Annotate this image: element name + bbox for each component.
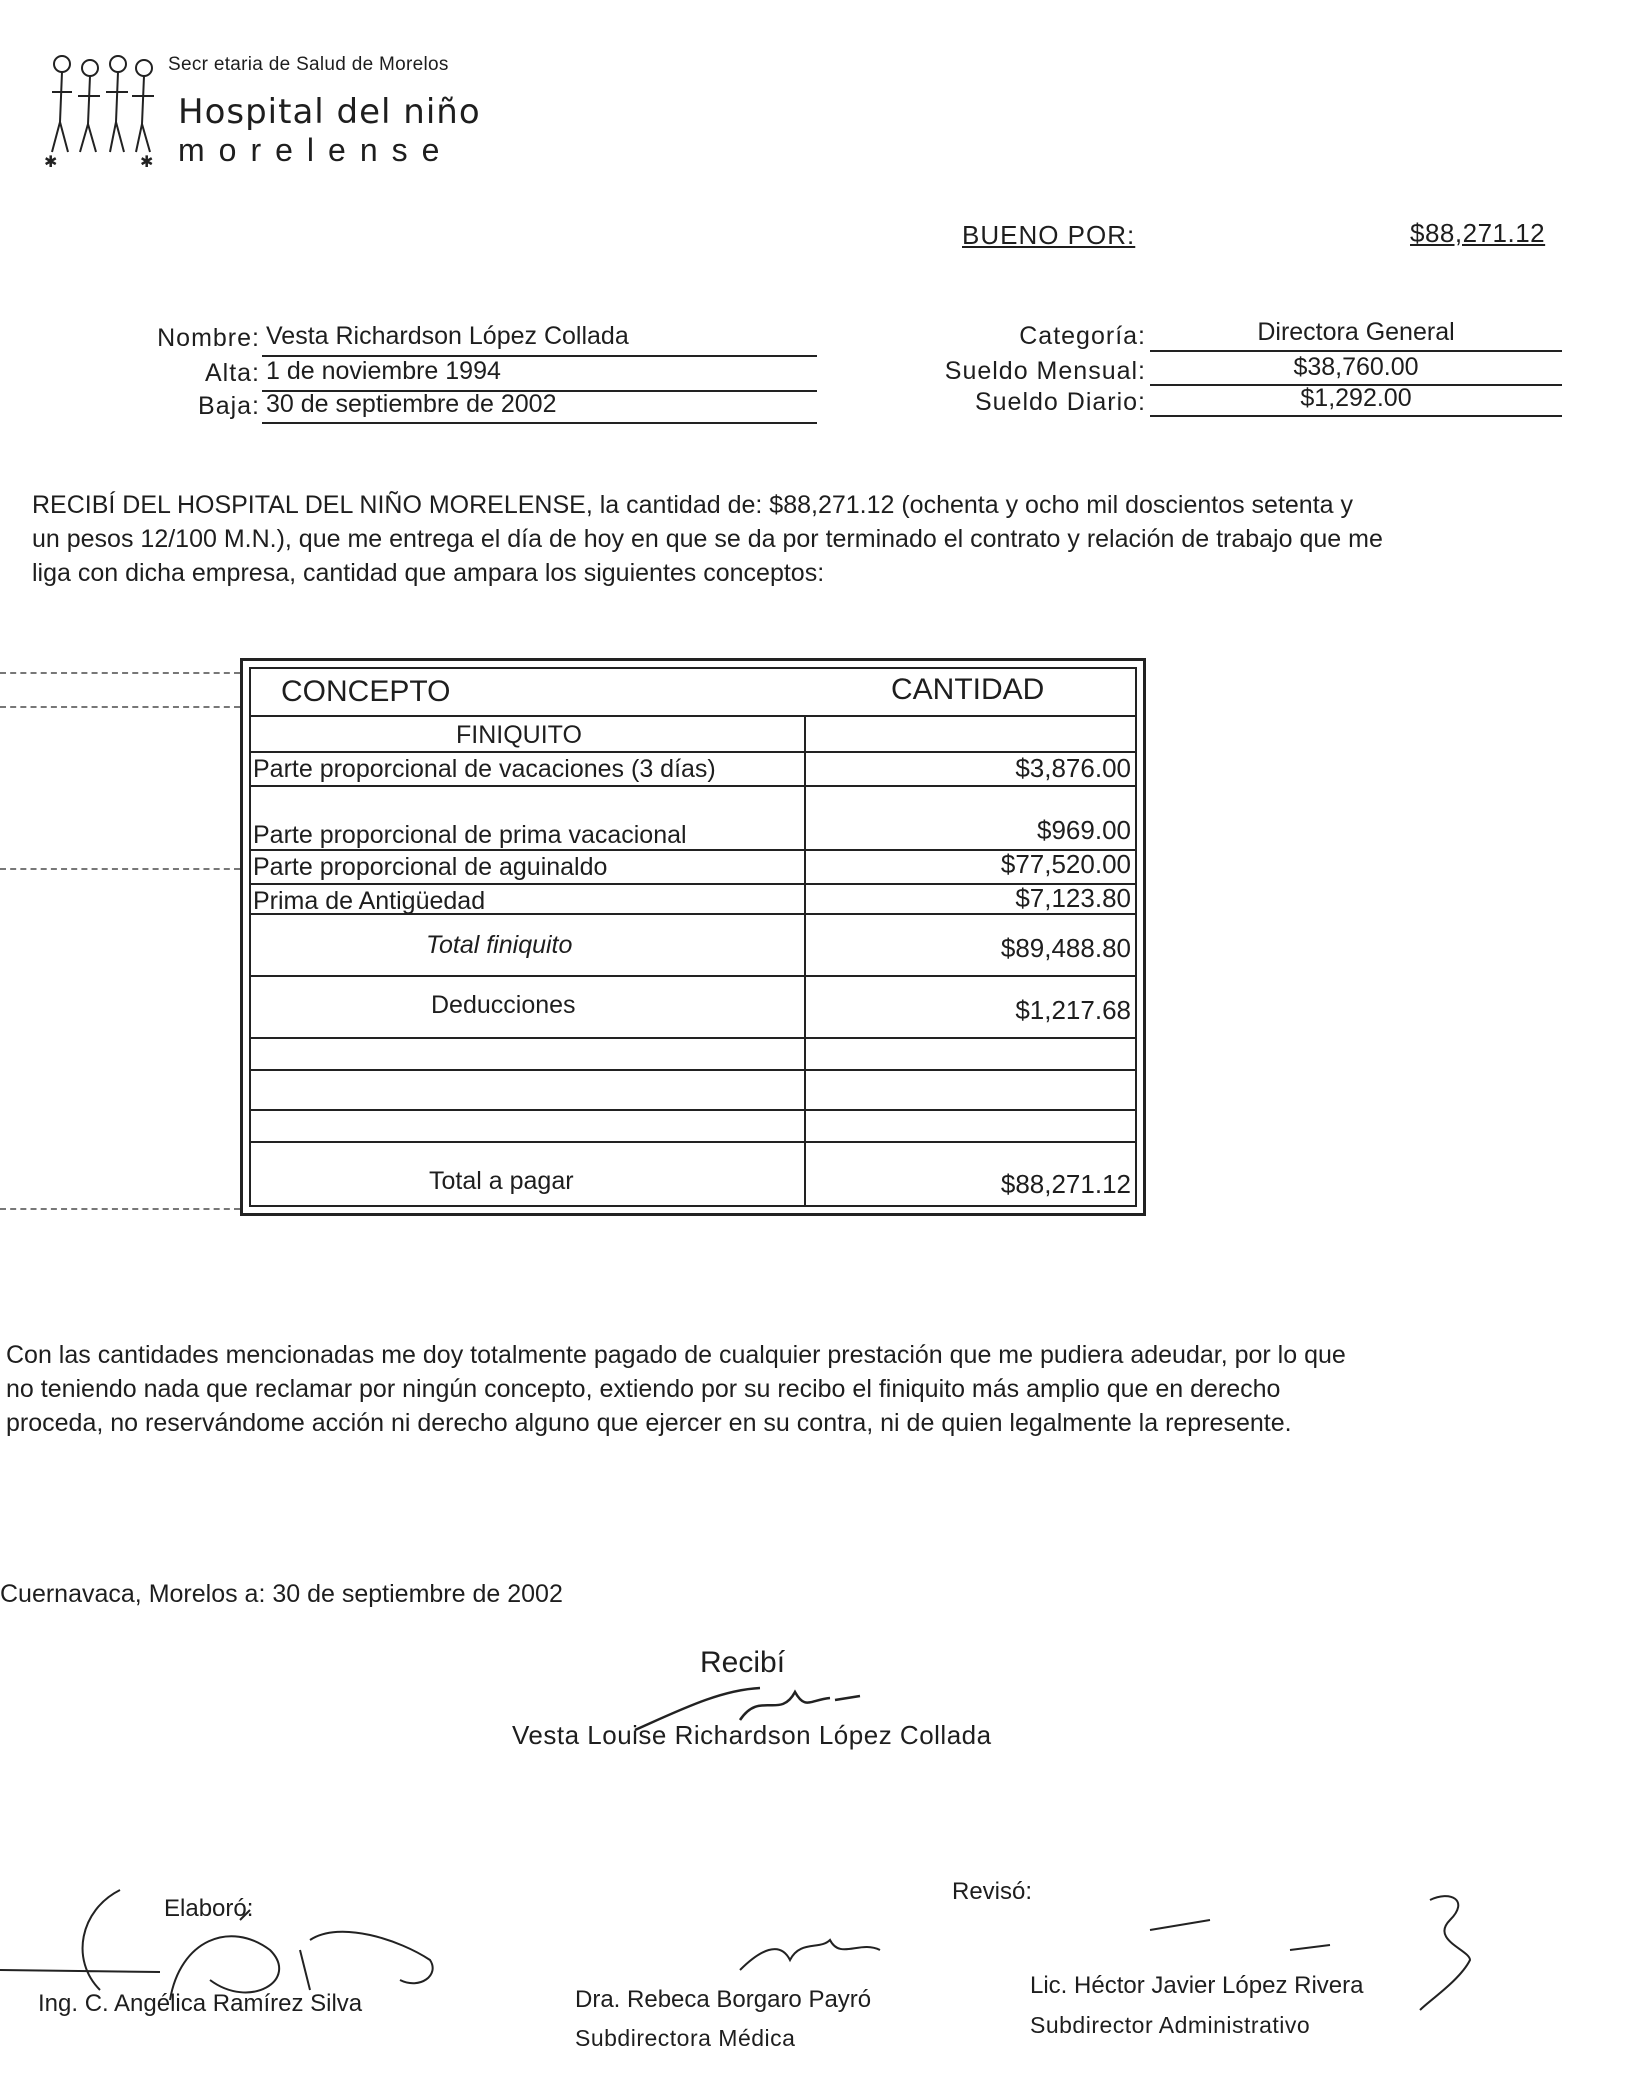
svg-text:✱: ✱ [44,154,58,171]
row-divider [251,1037,1135,1039]
bueno-por-amount: $88,271.12 [1410,218,1546,248]
nombre-label: Nombre: [157,324,260,352]
total-pagar-label: Total a pagar [429,1167,574,1195]
total-finiquito-label: Total finiquito [426,931,573,959]
sueldo-mensual-value: $38,760.00 [1293,353,1419,381]
sueldo-diario-underline [1150,414,1562,417]
photocopy-ghost-area [0,658,240,1210]
medica-name: Dra. Rebeca Borgaro Payró [575,1986,872,2013]
hospital-name-line2: morelense [178,132,454,168]
categoria-underline [1150,349,1562,352]
medica-signature-icon [730,1930,930,1980]
sueldo-diario-label: Sueldo Diario: [974,388,1146,416]
hospital-logo-icon [40,52,175,172]
row-divider [251,751,1135,753]
total-finiquito-amount: $89,488.80 [1000,933,1131,963]
section-finiquito: FINIQUITO [456,721,582,749]
closing-paragraph [6,1338,1566,1440]
row-vacaciones-concepto: Parte proporcional de vacaciones (3 días) [253,755,716,783]
categoria-value: Directora General [1257,318,1455,346]
reviso-signature-icon [1130,1890,1490,2020]
reviso-label: Revisó: [952,1878,1033,1905]
header-cantidad: CANTIDAD [891,673,1045,706]
elaboro-label: Elaboró: [164,1895,254,1922]
column-divider [804,717,806,1205]
row-antiguedad-concepto: Prima de Antigüedad [253,887,486,915]
alta-value: 1 de noviembre 1994 [266,357,501,385]
row-aguinaldo-cantidad: $77,520.00 [1000,849,1131,879]
nombre-value: Vesta Richardson López Collada [266,322,629,350]
header-divider [251,715,1135,717]
alta-label: Alta: [204,359,260,387]
baja-label: Baja: [198,392,260,420]
medica-title: Subdirectora Médica [575,2025,796,2051]
receipt-paragraph [32,488,1602,590]
deducciones-amount: $1,217.68 [1015,995,1131,1025]
baja-value: 30 de septiembre de 2002 [266,390,557,418]
row-aguinaldo-concepto: Parte proporcional de aguinaldo [253,853,608,881]
closing-line-1: Con las cantidades mencionadas me doy totalmente pagado de cualquier prestación que me pudiera adeudar, por lo que [6,1341,1346,1369]
receipt-line-3: liga con dicha empresa, cantidad que ampara los siguientes conceptos: [32,559,825,587]
row-divider [251,913,1135,915]
receipt-line-1: RECIBÍ DEL HOSPITAL DEL NIÑO MORELENSE, la cantidad de: $88,271.12 (ochenta y ocho mil doscientos setenta y [32,491,1353,519]
bueno-por-label: BUENO POR: [962,220,1136,250]
svg-text:✱: ✱ [140,154,154,171]
row-prima-vacacional-concepto: Parte proporcional de prima vacacional [253,821,687,849]
row-vacaciones-cantidad: $3,876.00 [1015,753,1131,783]
receipt-line-2: un pesos 12/100 M.N.), que me entrega el día de hoy en que se da por terminado el contrato y relación de trabajo que me [32,525,1383,553]
row-divider [251,1069,1135,1071]
row-divider [251,785,1135,787]
closing-line-2: no teniendo nada que reclamar por ningún concepto, extiendo por su recibo el finiquito más amplio que en derecho [6,1375,1281,1403]
closing-line-3: proceda, no reservándome acción ni derecho alguno que ejercer en su contra, ni de quien legalmente la represente. [6,1409,1292,1437]
reviso-name: Lic. Héctor Javier López Rivera [1030,1972,1364,1999]
deducciones-label: Deducciones [431,991,576,1019]
place-date: Cuernavaca, Morelos a: 30 de septiembre de 2002 [0,1580,563,1608]
reviso-title: Subdirector Administrativo [1030,2012,1311,2038]
header-concepto: CONCEPTO [281,675,451,708]
elaboro-name: Ing. C. Angélica Ramírez Silva [38,1990,363,2017]
total-pagar-amount: $88,271.12 [1000,1169,1131,1199]
row-divider [251,1141,1135,1143]
row-divider [251,1109,1135,1111]
finiquito-table [240,658,1146,1216]
sueldo-mensual-label: Sueldo Mensual: [944,357,1146,385]
row-divider [251,975,1135,977]
row-prima-vacacional-cantidad: $969.00 [1037,815,1131,845]
row-divider [251,883,1135,885]
recibi-label: Recibí [700,1646,786,1679]
categoria-label: Categoría: [1019,322,1146,350]
recibi-name: Vesta Louise Richardson López Collada [512,1720,992,1750]
hospital-name: Hospital del niño [178,92,481,132]
secretaria-text: Secr etaria de Salud de Morelos [168,54,449,75]
sueldo-diario-value: $1,292.00 [1300,384,1412,412]
baja-underline [262,421,817,424]
row-antiguedad-cantidad: $7,123.80 [1015,883,1131,913]
